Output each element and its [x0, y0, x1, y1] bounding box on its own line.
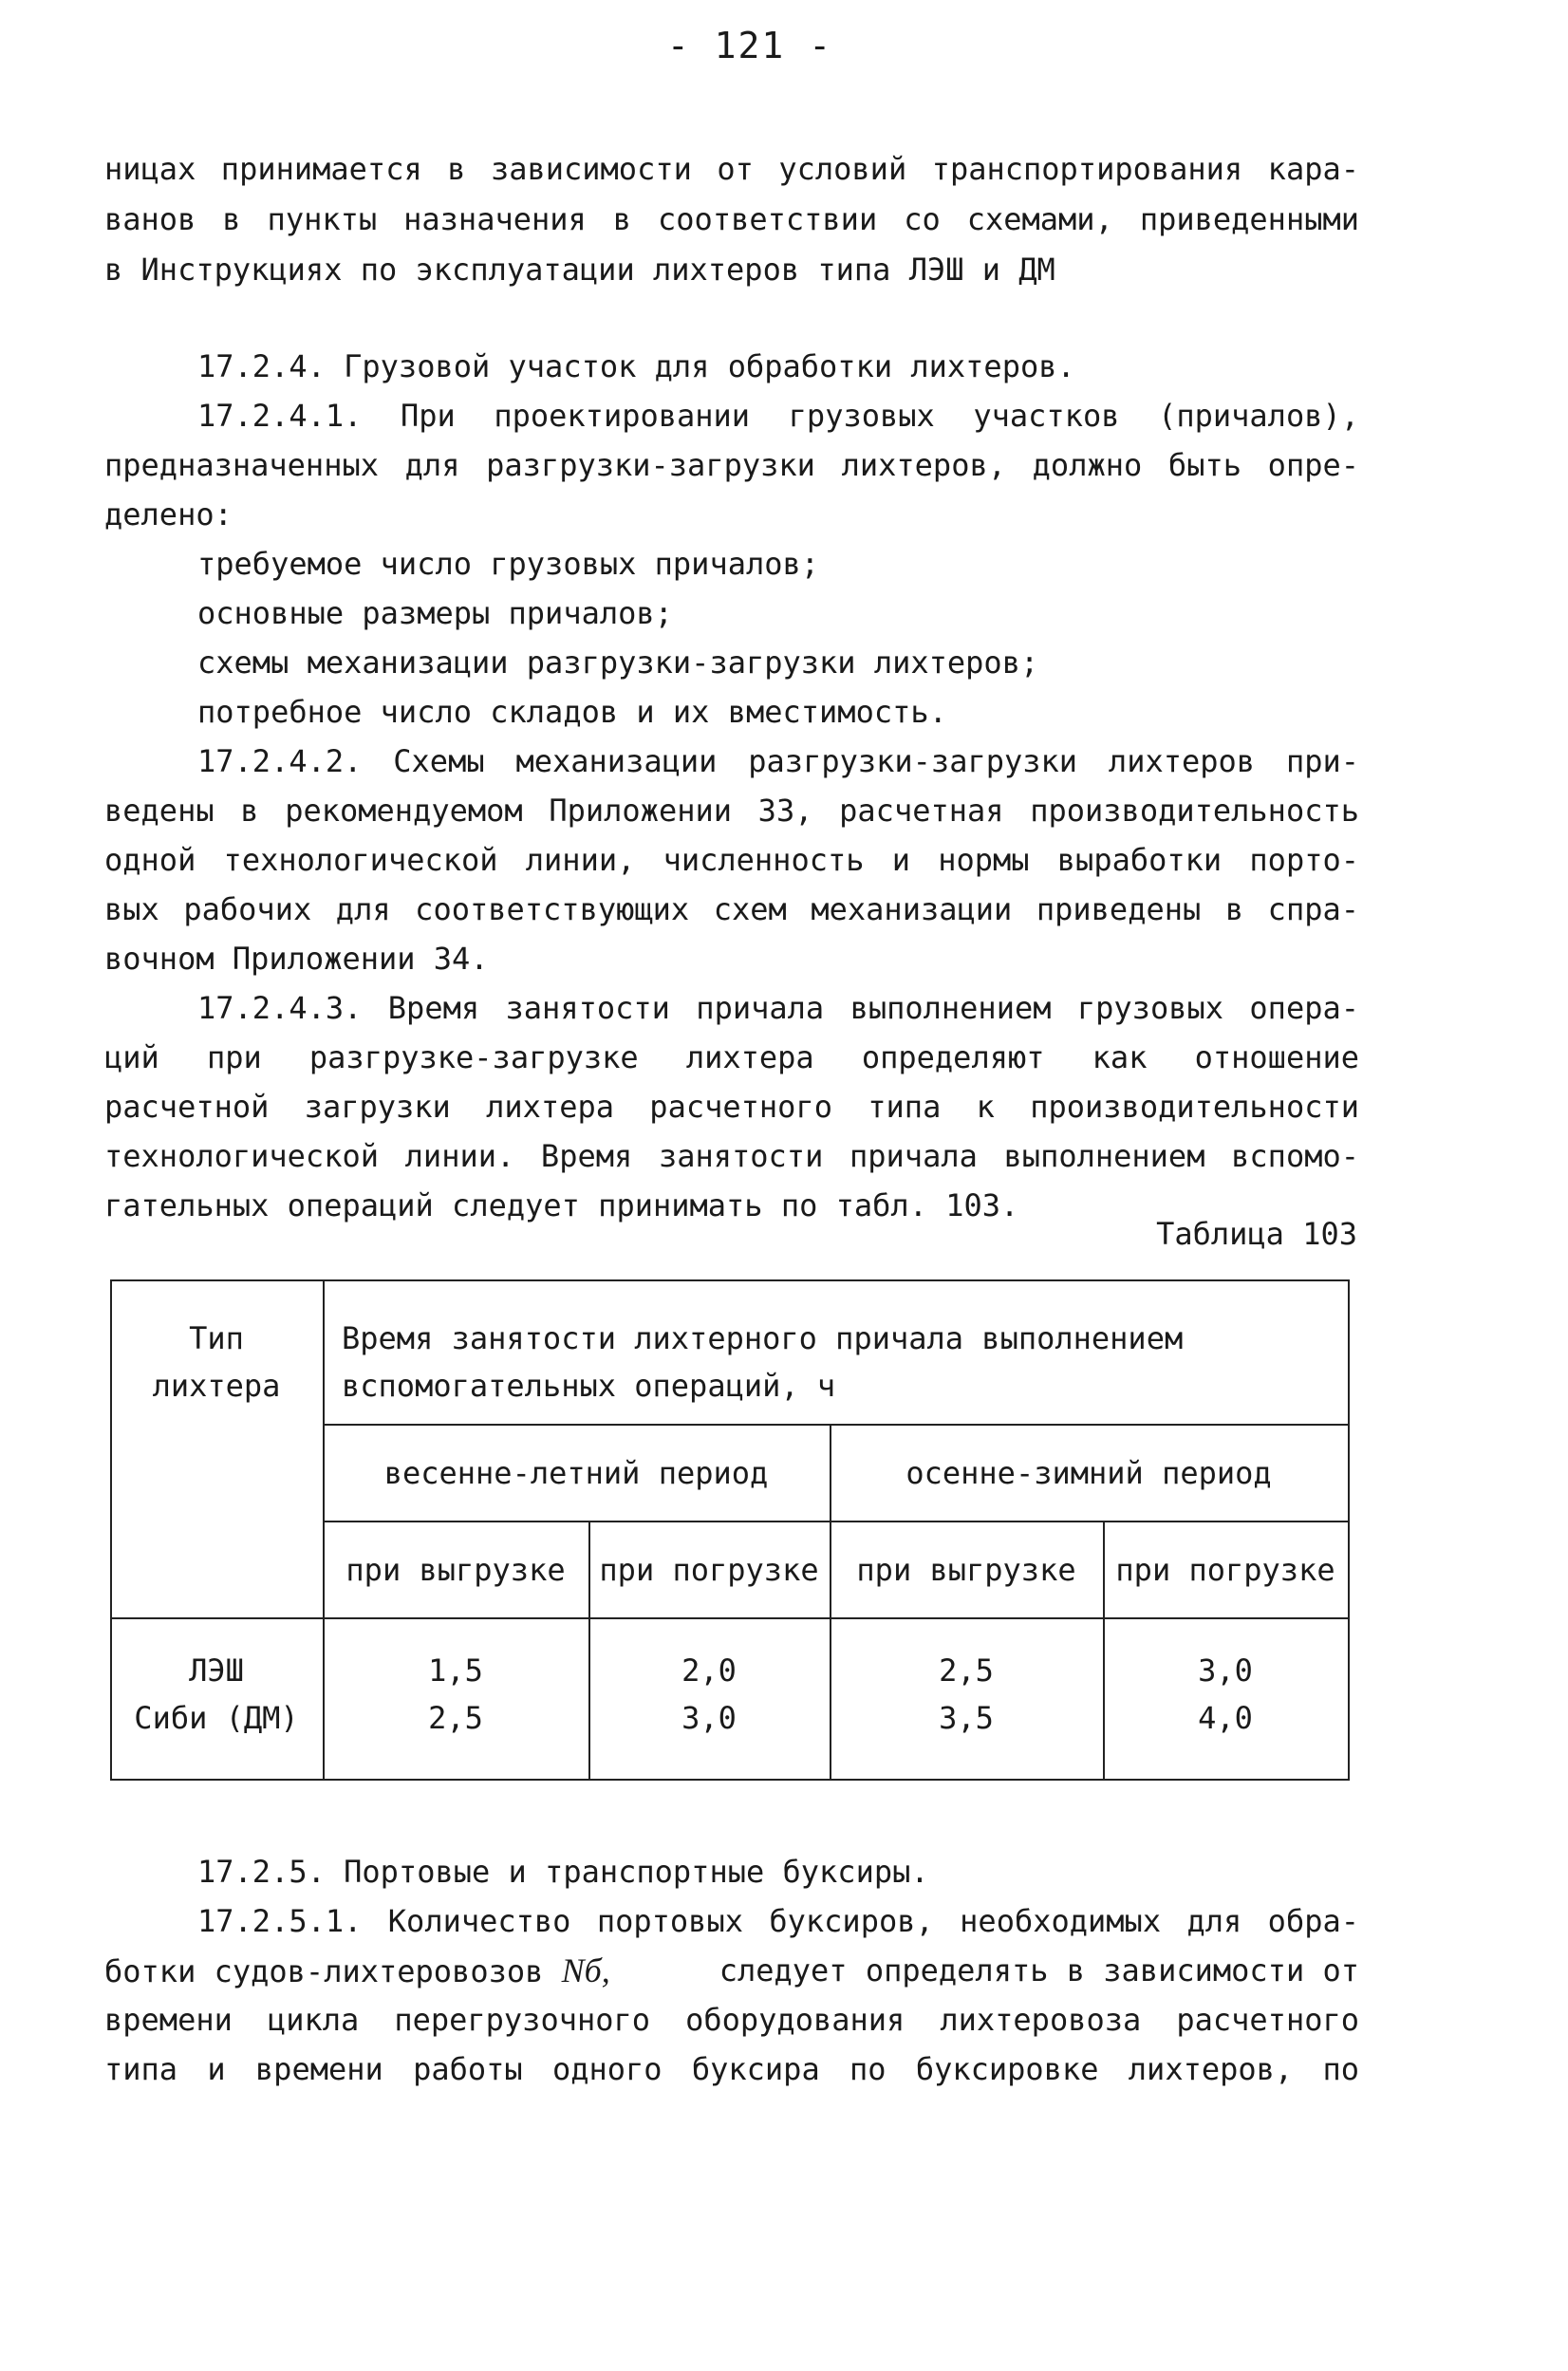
table-row-type: ЛЭШ	[189, 1652, 244, 1689]
table-header-type: Тип	[189, 1320, 244, 1356]
paragraph-fragment: ботки судов-лихтеровозов	[104, 1953, 544, 1989]
table-subheader: при выгрузке	[856, 1552, 1076, 1588]
table-subheader: при погрузке	[1115, 1552, 1335, 1588]
list-item: требуемое число грузовых причалов;	[197, 546, 820, 582]
table-header-main: Время занятости лихтерного причала выполнением	[342, 1320, 1184, 1356]
paragraph-line: гательных операций следует принимать по табл. 103.	[104, 1187, 1019, 1223]
paragraph-line: времени цикла перегрузочного оборудования лихтеровоза расчетного	[104, 2002, 1359, 2038]
table-cell: 2,5	[939, 1652, 994, 1689]
table-header-period: осенне-зимний период	[905, 1455, 1272, 1491]
paragraph-line: расчетной загрузки лихтера расчетного типа к производительности	[104, 1089, 1359, 1125]
table-caption: Таблица 103	[1156, 1216, 1357, 1252]
paragraph-line: 17.2.4.2. Схемы механизации разгрузки-загрузки лихтеров при-	[197, 743, 1359, 779]
paragraph-line: типа и времени работы одного буксира по буксировке лихтеров, по	[104, 2051, 1359, 2087]
table-header-period: весенне-летний период	[383, 1455, 769, 1491]
paragraph-line: одной технологической линии, численность и нормы выработки порто-	[104, 842, 1359, 878]
math-symbol: Nб,	[561, 1951, 610, 1989]
list-item: потребное число складов и их вместимость.	[197, 694, 947, 730]
paragraph-line: предназначенных для разгрузки-загрузки лихтеров, должно быть опре-	[104, 447, 1359, 483]
paragraph-line: делено:	[104, 496, 233, 532]
table-cell: 3,0	[681, 1700, 737, 1736]
section-heading: 17.2.5. Портовые и транспортные буксиры.	[197, 1854, 929, 1890]
paragraph-line: вых рабочих для соответствующих схем механизации приведены в спра-	[104, 891, 1359, 927]
table-rule	[110, 1617, 1350, 1619]
paragraph-line: 17.2.4.3. Время занятости причала выполнением грузовых опера-	[197, 990, 1359, 1026]
table-cell: 3,5	[939, 1700, 994, 1736]
paragraph-line: ванов в пункты назначения в соответствии со схемами, приведенными	[104, 201, 1359, 237]
section-heading: 17.2.4. Грузовой участок для обработки лихтеров.	[197, 348, 1075, 384]
table-103	[110, 1279, 1350, 1781]
paragraph-fragment: следует определять в зависимости от	[719, 1952, 1359, 1988]
list-item: основные размеры причалов;	[197, 595, 673, 631]
paragraph-line: ницах принимается в зависимости от условий транспортирования кара-	[104, 151, 1359, 187]
table-subheader: при выгрузке	[345, 1552, 566, 1588]
paragraph-line: вочном Приложении 34.	[104, 941, 489, 977]
paragraph-line: в Инструкциях по эксплуатации лихтеров типа ЛЭШ и ДМ	[104, 252, 1055, 288]
paragraph-line: ций при разгрузке-загрузке лихтера определяют как отношение	[104, 1039, 1359, 1075]
table-row-type: Сиби (ДМ)	[134, 1700, 299, 1736]
paragraph-line: ведены в рекомендуемом Приложении 33, расчетная производительность	[104, 793, 1359, 829]
table-header-main: вспомогательных операций, ч	[342, 1368, 836, 1404]
table-rule	[1348, 1281, 1350, 1779]
paragraph-line: 17.2.5.1. Количество портовых буксиров, необходимых для обра-	[197, 1903, 1359, 1939]
paragraph-line	[104, 1951, 1359, 1990]
table-rule	[323, 1424, 1350, 1426]
list-item: схемы механизации разгрузки-загрузки лихтеров;	[197, 644, 1039, 681]
table-cell: 2,5	[428, 1700, 483, 1736]
paragraph-line: 17.2.4.1. При проектировании грузовых участков (причалов),	[197, 398, 1359, 434]
table-cell: 2,0	[681, 1652, 737, 1689]
paragraph-line: технологической линии. Время занятости причала выполнением вспомо-	[104, 1138, 1359, 1174]
page-number: - 121 -	[666, 25, 833, 66]
table-cell: 4,0	[1198, 1700, 1253, 1736]
table-header-type: лихтера	[152, 1368, 281, 1404]
table-cell: 1,5	[428, 1652, 483, 1689]
table-rule	[323, 1521, 1350, 1522]
table-subheader: при погрузке	[599, 1552, 819, 1588]
table-cell: 3,0	[1198, 1652, 1253, 1689]
